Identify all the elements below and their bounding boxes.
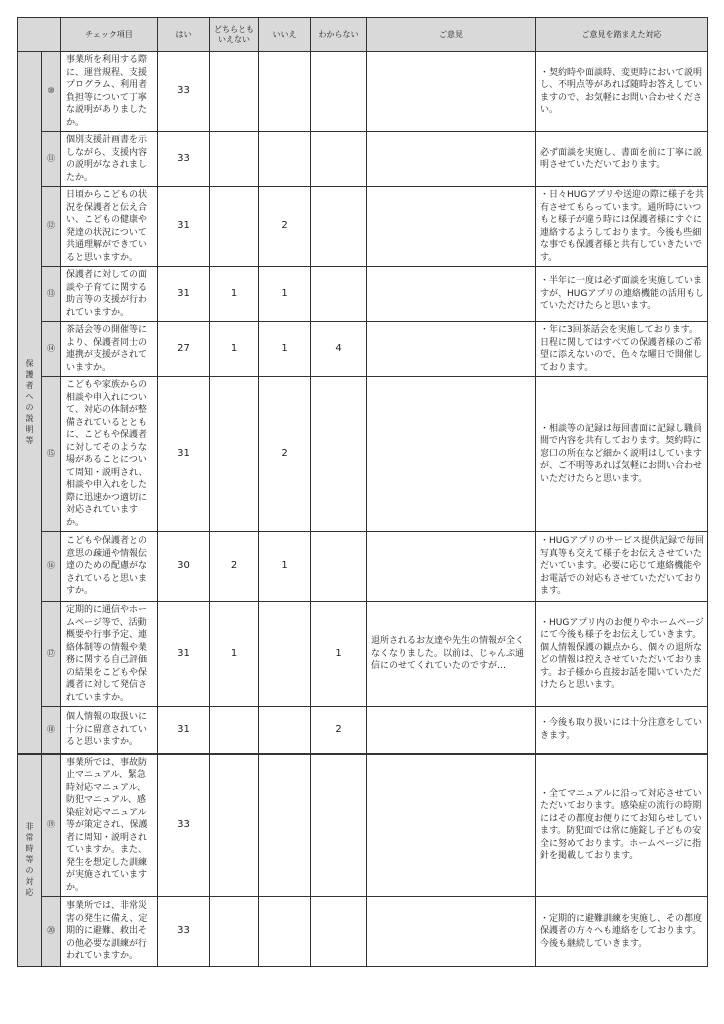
check-item: 個別支援計画書を示しながら、支援内容の説明がなされましたか。	[61, 132, 158, 187]
header-neither: どちらとも いえない	[210, 18, 259, 52]
count-no: 1	[259, 267, 311, 322]
count-unknown	[311, 267, 367, 322]
table-row	[18, 602, 708, 707]
item-number: ⑬	[42, 267, 61, 322]
count-yes: 31	[158, 267, 210, 322]
count-unknown: 1	[311, 602, 367, 707]
count-unknown: 4	[311, 322, 367, 377]
response-cell: ・契約時や面談時、変更時において説明し、不明点等があれば随時お答えしていますので、お気軽にお問い合わせください。	[536, 52, 708, 132]
response-cell: ・全てマニュアルに沿って対応させていただいております。感染症の流行の時期にはその都度お便りにてお知らせしています。防犯面では常に施錠し子どもの安全に努めております。ホームページに指針を掲載しております。	[536, 754, 708, 897]
count-yes: 33	[158, 132, 210, 187]
check-item: 個人情報の取扱いに十分に留意されていると思いますか。	[61, 707, 158, 754]
count-no	[259, 754, 311, 897]
check-item: 日頃からこどもの状況を保護者と伝え合い、こどもの健康や発達の状況について共通理解ができていると思いますか。	[61, 187, 158, 267]
table-row	[18, 187, 708, 267]
count-unknown	[311, 187, 367, 267]
count-unknown	[311, 377, 367, 532]
table-row	[18, 377, 708, 532]
count-no	[259, 707, 311, 754]
check-item: 保護者に対しての面談や子育てに関する助言等の支援が行われていますか。	[61, 267, 158, 322]
item-number: ⑩	[42, 52, 61, 132]
table-row	[18, 532, 708, 602]
item-number: ⑳	[42, 897, 61, 967]
count-no: 1	[259, 532, 311, 602]
item-number: ⑲	[42, 754, 61, 897]
count-unknown	[311, 52, 367, 132]
count-yes: 31	[158, 602, 210, 707]
response-cell: ・年に3回茶話会を実施しております。日程に関してはすべての保護者様のご希望に添えないので、色々な曜日で開催しております。	[536, 322, 708, 377]
check-item: 定期的に通信やホームページ等で、活動概要や行事予定、連絡体制等の情報や業務に関する自己評価の結果をこどもや保護者に対して発信されていますか。	[61, 602, 158, 707]
check-item: こどもや保護者との意思の疎通や情報伝達のための配慮がなされていると思いますか。	[61, 532, 158, 602]
response-cell: ・今後も取り扱いには十分注意をしていきます。	[536, 707, 708, 754]
count-yes: 31	[158, 707, 210, 754]
count-unknown	[311, 754, 367, 897]
count-unknown	[311, 132, 367, 187]
opinion-cell	[367, 267, 536, 322]
count-neither	[210, 132, 259, 187]
opinion-cell	[367, 322, 536, 377]
header-unknown: わからない	[311, 18, 367, 52]
check-item: 茶話会等の開催等により、保護者同士の連携が支援がされていますか。	[61, 322, 158, 377]
table-row	[18, 707, 708, 754]
count-yes: 33	[158, 897, 210, 967]
opinion-cell	[367, 377, 536, 532]
count-neither	[210, 52, 259, 132]
response-cell: 必ず面談を実施し、書面を前に丁寧に説明させていただいております。	[536, 132, 708, 187]
count-neither	[210, 187, 259, 267]
count-unknown: 2	[311, 707, 367, 754]
opinion-cell	[367, 897, 536, 967]
header-opinion: ご意見	[367, 18, 536, 52]
opinion-cell	[367, 187, 536, 267]
response-cell: ・HUGアプリ内のお便りやホームページにて今後も様子をお伝えしていきます。個人情報保護の観点から、個々の退所などの情報は控えさせていただいております。お子様から直接お話を聞いていただけたらと思います。	[536, 602, 708, 707]
opinion-cell	[367, 754, 536, 897]
opinion-cell	[367, 707, 536, 754]
count-yes: 27	[158, 322, 210, 377]
count-unknown	[311, 897, 367, 967]
count-neither: 1	[210, 602, 259, 707]
item-number: ⑱	[42, 707, 61, 754]
count-neither	[210, 707, 259, 754]
count-neither	[210, 897, 259, 967]
header-blank	[18, 18, 61, 52]
count-yes: 30	[158, 532, 210, 602]
count-neither	[210, 377, 259, 532]
count-no	[259, 602, 311, 707]
response-cell: ・定期的に避難訓練を実施し、その都度保護者の方々へも連絡をしております。今後も継続していきます。	[536, 897, 708, 967]
header-yes: はい	[158, 18, 210, 52]
table-row	[18, 322, 708, 377]
item-number: ⑫	[42, 187, 61, 267]
response-cell: ・相談等の記録は毎回書面に記録し職員間で内容を共有しております。契約時に窓口の所在など細かく説明はしていますが、ご不明等あれば気軽にお問い合わせいただけたらと思います。	[536, 377, 708, 532]
check-item: 事業所では、事故防止マニュアル、緊急時対応マニュアル、防犯マニュアル、感染症対応マニュアル等が策定され、保護者に周知・説明されていますか。また、発生を想定した訓練が実施されていますか。	[61, 754, 158, 897]
item-number: ⑰	[42, 602, 61, 707]
opinion-cell	[367, 132, 536, 187]
check-item: こどもや家族からの相談や申入れについて、対応の体制が整備されているとともに、こどもや保護者に対してそのような場があることについて周知・説明され、相談や申入れをした際に迅速かつ適切に対応されていますか。	[61, 377, 158, 532]
count-no	[259, 52, 311, 132]
count-yes: 31	[158, 187, 210, 267]
count-no: 2	[259, 187, 311, 267]
count-unknown	[311, 532, 367, 602]
response-cell: ・日々HUGアプリや送迎の際に様子を共有させてもらっています。通所時にいつもと様子が違う時には保護者様にすぐに連絡するようしております。今後も些細な事でも保護者様と共有していきたいです。	[536, 187, 708, 267]
evaluation-table	[17, 17, 708, 967]
item-number: ⑮	[42, 377, 61, 532]
table-row	[18, 52, 708, 132]
section-label-text: 保護者への説明等	[25, 358, 34, 445]
section-label	[18, 52, 42, 754]
check-item: 事業所を利用する際に、運営規程、支援プログラム、利用者負担等について丁寧な説明がありましたか。	[61, 52, 158, 132]
count-no: 2	[259, 377, 311, 532]
count-yes: 31	[158, 377, 210, 532]
header-no: いいえ	[259, 18, 311, 52]
table-row	[18, 754, 708, 897]
count-yes: 33	[158, 754, 210, 897]
table-row	[18, 897, 708, 967]
table-row	[18, 267, 708, 322]
count-neither: 1	[210, 322, 259, 377]
opinion-cell: 退所されるお友達や先生の情報が全くなくなりました。以前は、じゃんぷ通信にのせてくれていたのですが…	[367, 602, 536, 707]
count-neither: 1	[210, 267, 259, 322]
count-no	[259, 132, 311, 187]
check-item: 事業所では、非常災害の発生に備え、定期的に避難、救出その他必要な訓練が行われていますか。	[61, 897, 158, 967]
count-no	[259, 897, 311, 967]
header-item: チェック項目	[61, 18, 158, 52]
opinion-cell	[367, 52, 536, 132]
item-number: ⑯	[42, 532, 61, 602]
item-number: ⑪	[42, 132, 61, 187]
item-number: ⑭	[42, 322, 61, 377]
count-no: 1	[259, 322, 311, 377]
count-neither	[210, 754, 259, 897]
header-row	[18, 18, 708, 52]
section-label-text: 非常時等の対応	[25, 822, 34, 897]
response-cell: ・HUGアプリのサービス提供記録で毎回写真等も交えて様子をお伝えさせていただいています。必要に応じて連絡機能やお電話での対応もさせていただいております。	[536, 532, 708, 602]
response-cell: ・半年に一度は必ず面談を実施していますが、HUGアプリの連絡機能の活用もしていただけたらと思います。	[536, 267, 708, 322]
header-response: ご意見を踏まえた対応	[536, 18, 708, 52]
opinion-cell	[367, 532, 536, 602]
count-yes: 33	[158, 52, 210, 132]
section-label	[18, 754, 42, 967]
table-row	[18, 132, 708, 187]
count-neither: 2	[210, 532, 259, 602]
